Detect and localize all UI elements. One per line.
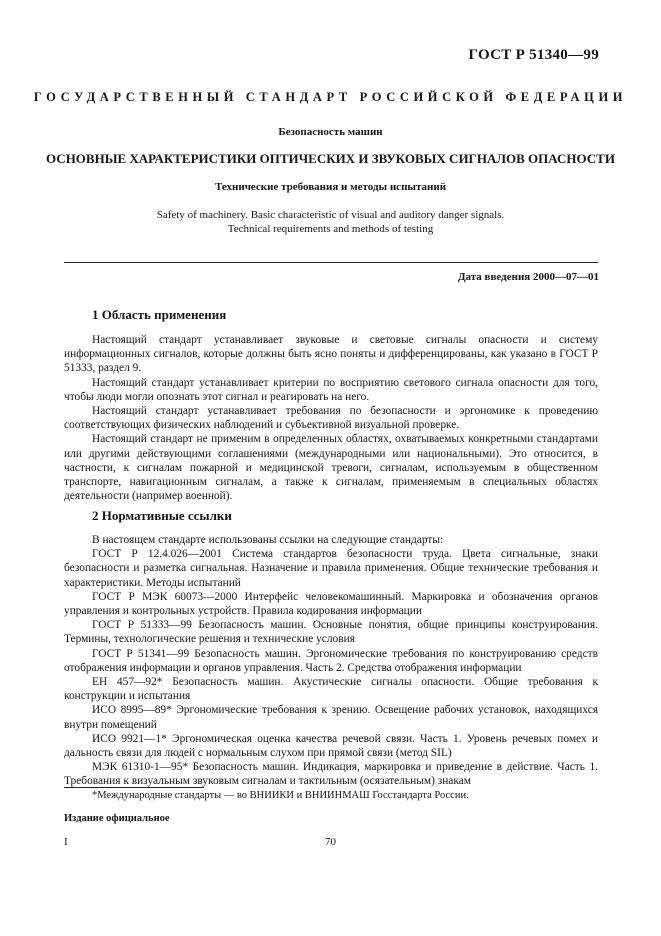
reference-item: ЕН 457—92* Безопасность машин. Акустические сигналы опасности. Общие требования к конструкции и испытания — [64, 676, 598, 703]
reference-item: ГОСТ Р 51341—99 Безопасность машин. Эргономические требования по конструированию средств отображения информации и органов управления. Часть 2. Средства отображения информации — [64, 647, 598, 674]
introduction-date: Дата введения 2000—07—01 — [457, 271, 599, 283]
roman-numeral: I — [64, 836, 68, 848]
section-2-body — [64, 533, 598, 789]
reference-item: ГОСТ Р 51333—99 Безопасность машин. Основные понятия, общие принципы конструирования. Термины, технологические решения и технические условия — [64, 619, 598, 646]
paragraph: В настоящем стандарте использованы ссылки на следующие стандарты: — [92, 534, 444, 546]
paragraph: Настоящий стандарт не применим в определенных областях, охватываемых конкретными стандартами или другими действующими соглашениями (международными или национальными). Это относится, в частности, к сигналам пожарной и медицинской тревоги, сигналам, используемым в общественном транспорте, навигационным сигналам, а также к сигналам, применяемым в специальных областях деятельности (например военной). — [64, 433, 598, 503]
header-divider — [64, 262, 598, 263]
reference-item: ГОСТ Р 12.4.026—2001 Система стандартов безопасности труда. Цвета сигнальные, знаки безопасности и разметка сигнальная. Назначение и правила применения. Общие технические требования и характеристики. Методы испытаний — [64, 548, 598, 589]
document-subtitle: Безопасность машин — [278, 126, 383, 138]
reference-item: ИСО 8995—89* Эргономические требования к зрению. Освещение рабочих установок, находящихся внутри помещений — [64, 704, 598, 731]
page-number: 70 — [325, 836, 336, 848]
reference-item: ГОСТ Р МЭК 60073—2000 Интерфейс человекомашинный. Маркировка и обозначения органов управления и контрольных устройств. Правила кодирования информации — [64, 590, 598, 618]
section-2-heading: 2 Нормативные ссылки — [92, 508, 232, 523]
english-title — [40, 208, 621, 236]
document-code: ГОСТ Р 51340—99 — [468, 47, 599, 63]
paragraph: Настоящий стандарт устанавливает требования по безопасности и эргономике к проведению соответствующих физических наблюдений и субъективной визуальной проверке. — [64, 405, 598, 432]
document-title: ОСНОВНЫЕ ХАРАКТЕРИСТИКИ ОПТИЧЕСКИХ И ЗВУКОВЫХ СИГНАЛОВ ОПАСНОСТИ — [46, 151, 615, 166]
document-subtitle-2: Технические требования и методы испытаний — [214, 181, 447, 193]
footnote-divider — [64, 787, 204, 788]
paragraph: Настоящий стандарт устанавливает критерии по восприятию светового сигнала опасности для того, чтобы люди могли опознать этот сигнал и реагировать на него. — [64, 376, 598, 403]
edition-label: Издание официальное — [64, 813, 170, 824]
section-1-heading: 1 Область применения — [92, 307, 227, 322]
english-title-line-1: Safety of machinery. Basic characteristic of visual and auditory danger signals. — [156, 209, 505, 221]
agency-heading: ГОСУДАРСТВЕННЫЙ СТАНДАРТ РОССИЙСКОЙ ФЕДЕРАЦИИ — [33, 90, 628, 104]
paragraph: Настоящий стандарт устанавливает звуковые и световые сигналы опасности и систему информационных сигналов, которые должны быть ясно поняты и дифференцированы, как указано в ГОСТ Р 51333, раздел 9. — [64, 334, 598, 375]
english-title-line-2: Technical requirements and methods of testing — [227, 223, 434, 235]
footnote: *Международные стандарты — во ВНИИКИ и ВНИИНМАШ Госстандарта России. — [92, 790, 469, 801]
reference-item: ИСО 9921—1* Эргономическая оценка качества речевой связи. Часть 1. Уровень речевых помех и дальность связи для людей с нормальным слухом при прямой связи (метод SIL) — [64, 732, 598, 760]
section-1-body — [64, 333, 598, 503]
reference-item: МЭК 61310-1—95* Безопасность машин. Индикация, маркировка и приведение в действие. Часть 1. Требования к визуальным звуковым сигналам и тактильным (осязательным) знакам — [64, 761, 598, 788]
